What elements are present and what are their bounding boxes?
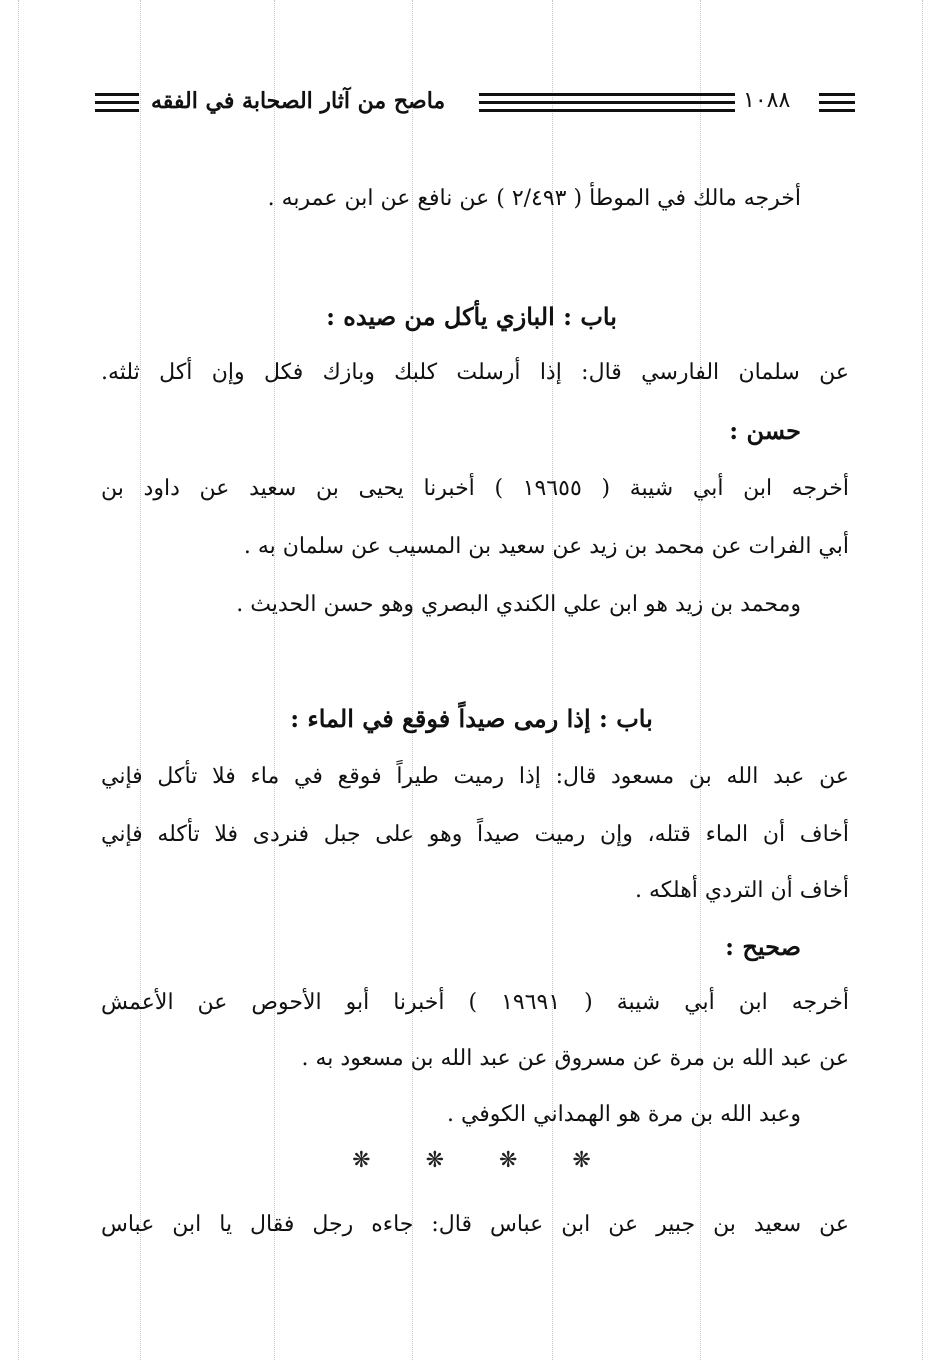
text-line: ومحمد بن زيد هو ابن علي الكندي البصري وهو حسن الحديث . [236,592,801,617]
text-line: وعبد الله بن مرة هو الهمداني الكوفي . [446,1102,801,1127]
text-line: أخاف أن الماء قتله، وإن رميت صيداً وهو على جبل فنردى فلا تأكله فإني [101,822,849,847]
section-separator: ❋ ❋ ❋ ❋ [352,1148,591,1173]
text-line: أخاف أن التردي أهلكه . [634,878,849,903]
running-header [95,86,855,120]
chapter-heading: باب : البازي يأكل من صيده : [326,302,617,331]
running-title: ماصح من آثار الصحابة في الفقه [151,88,446,114]
page-number: ١٠٨٨ [743,88,791,113]
text-line: أخرجه ابن أبي شيبة ( ١٩٦٩١ ) أخبرنا أبو الأحوص عن الأعمش [101,990,849,1015]
text-line: عن عبد الله بن مرة عن مسروق عن عبد الله بن مسعود به . [301,1046,849,1071]
grade-heading: حسن : [729,416,801,445]
text-line: عن سلمان الفارسي قال: إذا أرسلت كلبك وبازك فكل وإن أكل ثلثه. [101,360,849,385]
chapter-heading: باب : إذا رمى صيداً فوقع في الماء : [290,704,653,733]
text-line: عن سعيد بن جبير عن ابن عباس قال: جاءه رجل فقال يا ابن عباس [101,1212,849,1237]
text-line: أخرجه مالك في الموطأ ( ٢/٤٩٣ ) عن نافع عن ابن عمربه . [267,186,801,211]
text-line: أبي الفرات عن محمد بن زيد عن سعيد بن المسيب عن سلمان به . [243,534,849,559]
text-line: عن عبد الله بن مسعود قال: إذا رميت طيراً فوقع في ماء فلا تأكل فإني [101,764,849,789]
text-line: أخرجه ابن أبي شيبة ( ١٩٦٥٥ ) أخبرنا يحيى بن سعيد عن داود بن [101,476,849,501]
grade-heading: صحيح : [725,932,801,961]
